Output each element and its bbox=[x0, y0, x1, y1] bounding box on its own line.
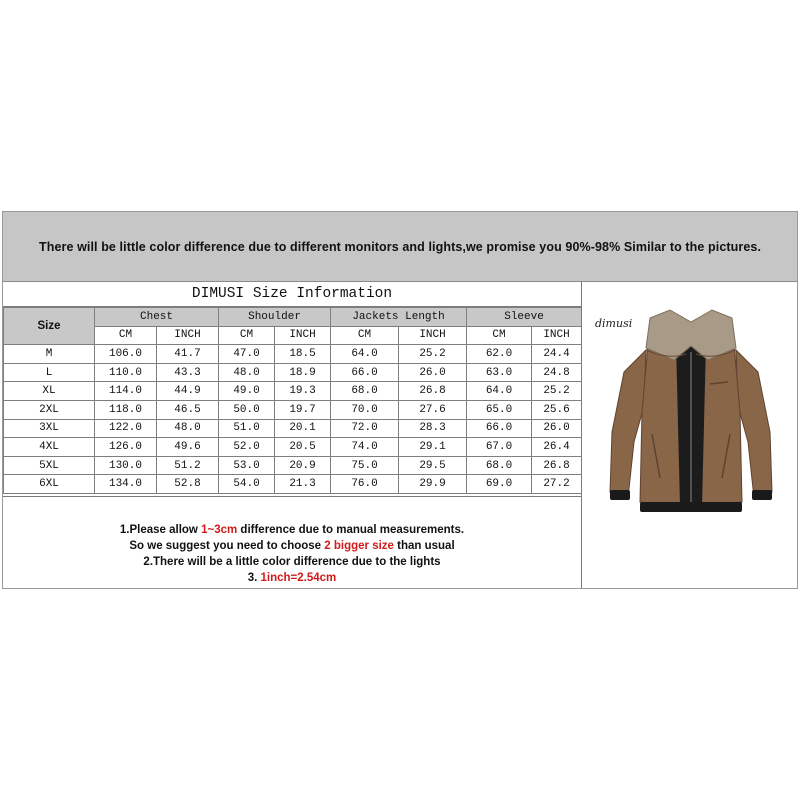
size-row bbox=[4, 363, 582, 382]
group-header-sleeve: Sleeve bbox=[467, 308, 582, 327]
unit-header: INCH bbox=[399, 326, 467, 345]
measurement-cell: 118.0 bbox=[95, 400, 157, 419]
size-row bbox=[4, 400, 582, 419]
horizontal-divider bbox=[3, 496, 581, 497]
measurement-cell: 26.4 bbox=[532, 438, 582, 457]
note-text: 1.Please allow bbox=[119, 524, 202, 536]
unit-header: CM bbox=[219, 326, 275, 345]
size-row bbox=[4, 438, 582, 457]
measurement-cell: 48.0 bbox=[157, 419, 219, 438]
measurement-cell: 20.1 bbox=[275, 419, 331, 438]
unit-header: INCH bbox=[532, 326, 582, 345]
size-column-header: Size bbox=[4, 308, 95, 345]
measurement-cell: 126.0 bbox=[95, 438, 157, 457]
measurement-cell: 27.2 bbox=[532, 475, 582, 494]
measurement-cell: 51.0 bbox=[219, 419, 275, 438]
measurement-cell: 52.8 bbox=[157, 475, 219, 494]
disclaimer-text: There will be little color difference due to different monitors and lights,we promise you 90%-98% Similar to the pictures. bbox=[38, 239, 762, 254]
measurement-cell: 75.0 bbox=[331, 456, 399, 475]
measurement-cell: 27.6 bbox=[399, 400, 467, 419]
measurement-cell: 25.6 bbox=[532, 400, 582, 419]
measurement-cell: 51.2 bbox=[157, 456, 219, 475]
measurement-cell: 28.3 bbox=[399, 419, 467, 438]
measurement-cell: 25.2 bbox=[399, 345, 467, 364]
measurement-cell: 18.9 bbox=[275, 363, 331, 382]
measurement-cell: 26.0 bbox=[399, 363, 467, 382]
size-row bbox=[4, 419, 582, 438]
note-highlight: 2 bigger size bbox=[324, 540, 394, 552]
measurement-cell: 63.0 bbox=[467, 363, 532, 382]
measurement-cell: 68.0 bbox=[331, 382, 399, 401]
group-header-chest: Chest bbox=[95, 308, 219, 327]
unit-header: INCH bbox=[157, 326, 219, 345]
measurement-cell: 64.0 bbox=[467, 382, 532, 401]
note-highlight: 1~3cm bbox=[201, 524, 238, 536]
note-highlight: 1inch=2.54cm bbox=[260, 572, 337, 584]
measurement-cell: 48.0 bbox=[219, 363, 275, 382]
measurement-cell: 44.9 bbox=[157, 382, 219, 401]
size-label-cell: L bbox=[4, 363, 95, 382]
measurement-cell: 43.3 bbox=[157, 363, 219, 382]
measurement-cell: 29.9 bbox=[399, 475, 467, 494]
measurement-cell: 66.0 bbox=[467, 419, 532, 438]
measurement-cell: 68.0 bbox=[467, 456, 532, 475]
measurement-cell: 134.0 bbox=[95, 475, 157, 494]
jacket-right-cuff bbox=[752, 490, 772, 500]
measurement-cell: 74.0 bbox=[331, 438, 399, 457]
measurement-cell: 72.0 bbox=[331, 419, 399, 438]
group-header-row bbox=[4, 308, 582, 327]
size-label-cell: M bbox=[4, 345, 95, 364]
size-row bbox=[4, 475, 582, 494]
note-text: difference due to manual measurements. bbox=[237, 524, 465, 536]
unit-header: CM bbox=[331, 326, 399, 345]
measurement-cell: 67.0 bbox=[467, 438, 532, 457]
size-chart-sheet bbox=[2, 211, 798, 589]
measurement-cell: 20.5 bbox=[275, 438, 331, 457]
size-label-cell: 5XL bbox=[4, 456, 95, 475]
measurement-cell: 70.0 bbox=[331, 400, 399, 419]
measurement-cell: 47.0 bbox=[219, 345, 275, 364]
size-row bbox=[4, 382, 582, 401]
brand-logo: dimusi bbox=[595, 317, 633, 330]
measurement-cell: 49.6 bbox=[157, 438, 219, 457]
group-header-shoulder: Shoulder bbox=[219, 308, 331, 327]
note-line-4 bbox=[3, 570, 581, 586]
size-label-cell: 6XL bbox=[4, 475, 95, 494]
measurement-cell: 52.0 bbox=[219, 438, 275, 457]
group-header-length: Jackets Length bbox=[331, 308, 467, 327]
measurement-cell: 64.0 bbox=[331, 345, 399, 364]
measurement-notes bbox=[3, 522, 581, 586]
measurement-cell: 49.0 bbox=[219, 382, 275, 401]
vertical-divider bbox=[581, 282, 582, 588]
size-table bbox=[3, 307, 582, 494]
size-label-cell: 4XL bbox=[4, 438, 95, 457]
measurement-cell: 19.7 bbox=[275, 400, 331, 419]
size-chart-title: DIMUSI Size Information bbox=[3, 282, 581, 307]
note-text: 3. bbox=[247, 572, 261, 584]
measurement-cell: 106.0 bbox=[95, 345, 157, 364]
jacket-product-image bbox=[588, 302, 794, 527]
unit-header: INCH bbox=[275, 326, 331, 345]
size-row bbox=[4, 345, 582, 364]
note-text: than usual bbox=[393, 540, 455, 552]
measurement-cell: 53.0 bbox=[219, 456, 275, 475]
measurement-cell: 21.3 bbox=[275, 475, 331, 494]
measurement-cell: 50.0 bbox=[219, 400, 275, 419]
measurement-cell: 41.7 bbox=[157, 345, 219, 364]
measurement-cell: 122.0 bbox=[95, 419, 157, 438]
measurement-cell: 26.8 bbox=[532, 456, 582, 475]
jacket-rib-hem bbox=[640, 502, 742, 512]
measurement-cell: 69.0 bbox=[467, 475, 532, 494]
jacket-left-cuff bbox=[610, 490, 630, 500]
measurement-cell: 25.2 bbox=[532, 382, 582, 401]
measurement-cell: 26.0 bbox=[532, 419, 582, 438]
measurement-cell: 24.4 bbox=[532, 345, 582, 364]
measurement-cell: 66.0 bbox=[331, 363, 399, 382]
measurement-cell: 46.5 bbox=[157, 400, 219, 419]
measurement-cell: 114.0 bbox=[95, 382, 157, 401]
size-label-cell: 2XL bbox=[4, 400, 95, 419]
measurement-cell: 62.0 bbox=[467, 345, 532, 364]
measurement-cell: 24.8 bbox=[532, 363, 582, 382]
measurement-cell: 19.3 bbox=[275, 382, 331, 401]
measurement-cell: 29.1 bbox=[399, 438, 467, 457]
measurement-cell: 65.0 bbox=[467, 400, 532, 419]
note-line-3: 2.There will be a little color difference due to the lights bbox=[143, 556, 441, 568]
measurement-cell: 20.9 bbox=[275, 456, 331, 475]
measurement-cell: 26.8 bbox=[399, 382, 467, 401]
measurement-cell: 110.0 bbox=[95, 363, 157, 382]
size-label-cell: XL bbox=[4, 382, 95, 401]
size-label-cell: 3XL bbox=[4, 419, 95, 438]
unit-header: CM bbox=[95, 326, 157, 345]
note-text: So we suggest you need to choose bbox=[129, 540, 325, 552]
unit-header: CM bbox=[467, 326, 532, 345]
measurement-cell: 130.0 bbox=[95, 456, 157, 475]
measurement-cell: 29.5 bbox=[399, 456, 467, 475]
measurement-cell: 76.0 bbox=[331, 475, 399, 494]
size-row bbox=[4, 456, 582, 475]
measurement-cell: 18.5 bbox=[275, 345, 331, 364]
measurement-cell: 54.0 bbox=[219, 475, 275, 494]
disclaimer-banner bbox=[3, 212, 797, 282]
note-line-2 bbox=[3, 538, 581, 554]
note-line-1 bbox=[3, 522, 581, 538]
